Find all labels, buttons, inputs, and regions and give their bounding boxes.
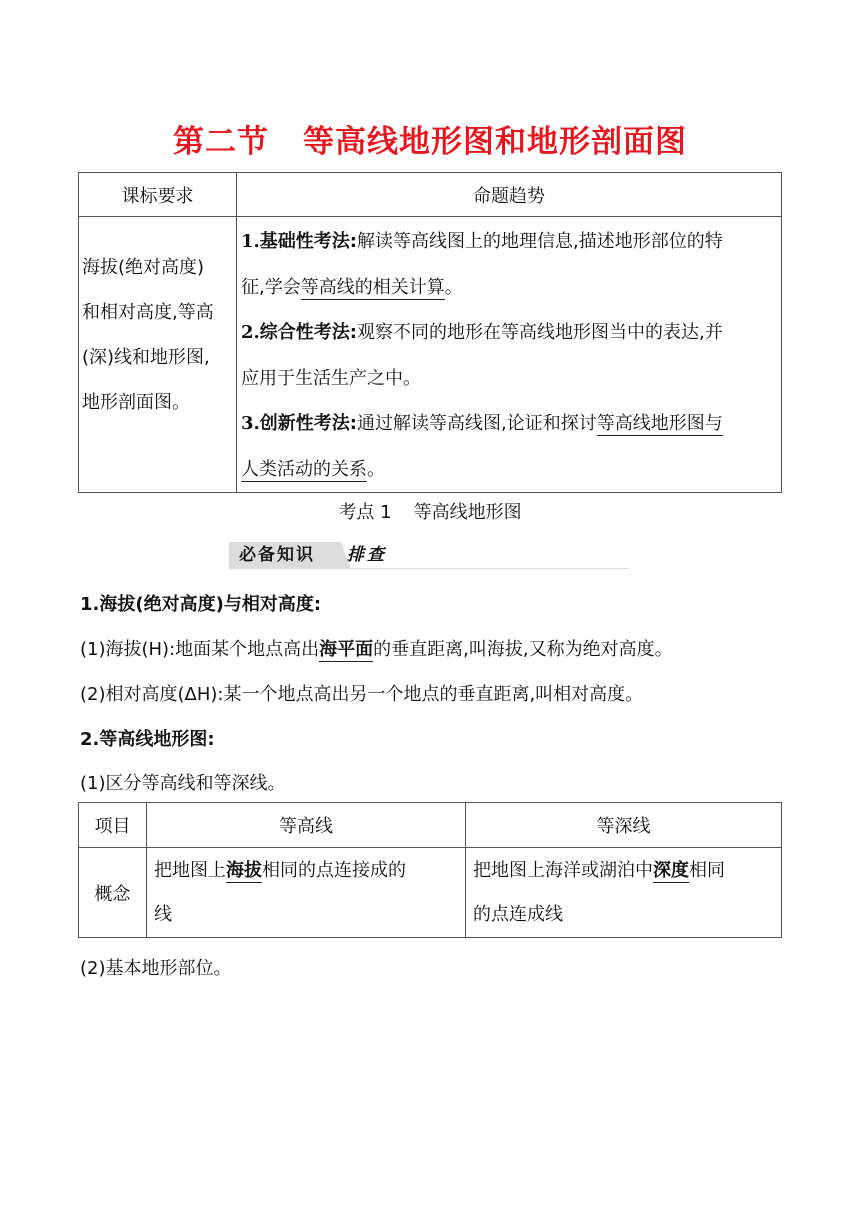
banner-divider	[341, 568, 629, 569]
item-label: 综合性考法:	[259, 322, 357, 343]
cell-text: 线	[154, 904, 172, 925]
table-row	[79, 848, 782, 938]
item-text: 。	[367, 458, 385, 480]
contour-comparison-table	[78, 802, 782, 938]
item-underlined-text: 等高线的相关计算	[300, 276, 445, 298]
key-term: 海平面	[319, 639, 374, 660]
item-label: 创新性考法:	[259, 413, 357, 434]
item-number: 3.	[241, 413, 260, 434]
cell-text: 相同的点连接成的	[262, 860, 406, 881]
table-header-isobath: 等深线	[466, 803, 782, 848]
section-1-heading: 1.海拔(绝对高度)与相对高度:	[80, 594, 322, 615]
cell-text: 把地图上海洋或湖泊中	[473, 860, 653, 881]
table-header-trend: 命题趋势	[237, 173, 782, 217]
table-row	[79, 217, 782, 493]
item-text: 观察不同的地形在等高线地形图当中的表达,并	[357, 322, 723, 343]
cell-text: 的点连成线	[473, 904, 563, 925]
isobath-definition	[466, 848, 782, 938]
trend-cell	[237, 217, 782, 493]
banner-label: 必备知识	[229, 542, 341, 569]
standard-line: (深)线和地形图,	[82, 347, 210, 368]
cell-text: 把地图上	[154, 860, 226, 881]
standard-cell	[79, 217, 237, 493]
item-text: 应用于生活生产之中。	[241, 367, 421, 389]
item-number: 1.	[241, 231, 260, 252]
contour-definition	[147, 848, 466, 938]
section-2-heading: 2.等高线地形图:	[80, 729, 215, 750]
item-underlined-text: 人类活动的关系	[241, 458, 367, 480]
paragraph-relative-height: (2)相对高度(ΔH):某一个地点高出另一个地点的垂直距离,叫相对高度。	[80, 684, 644, 705]
standard-line: 和相对高度,等高	[82, 302, 214, 323]
item-text: 通过解读等高线图,论证和探讨	[357, 413, 597, 434]
key-term: 深度	[653, 860, 689, 881]
cell-text: 相同	[689, 860, 725, 881]
exam-point-name: 等高线地形图	[413, 502, 522, 523]
key-term: 海拔	[226, 860, 262, 881]
standard-line: 地形剖面图。	[82, 392, 190, 413]
table-header-row	[79, 173, 782, 217]
row-label: 概念	[79, 848, 147, 938]
trend-item-3	[241, 401, 779, 492]
item-text: 。	[444, 276, 463, 298]
table-header-contour: 等高线	[147, 803, 466, 848]
item-text: 解读等高线图上的地理信息,描述地形部位的特	[357, 231, 723, 252]
subsection-heading: (2)基本地形部位。	[80, 958, 232, 979]
item-label: 基础性考法:	[259, 231, 357, 252]
banner-subtitle: 排查	[347, 545, 387, 565]
paragraph-text: 的垂直距离,叫海拔,又称为绝对高度。	[373, 639, 673, 660]
standard-line: 海拔(绝对高度)	[82, 257, 205, 278]
subsection-heading: (1)区分等高线和等深线。	[80, 773, 286, 794]
exam-point-label: 考点 1	[338, 502, 392, 523]
table-header-standard: 课标要求	[79, 173, 237, 217]
table-header-item: 项目	[79, 803, 147, 848]
trend-item-1	[241, 219, 779, 310]
section-banner	[229, 542, 629, 569]
title-section-name: 等高线地形图和地形剖面图	[303, 124, 687, 160]
item-underlined-text: 等高线地形图与	[596, 413, 723, 434]
item-number: 2.	[241, 322, 260, 343]
trend-item-2	[241, 310, 779, 401]
title-section-number: 第二节	[173, 124, 269, 160]
paragraph-text: (1)海拔(H):地面某个地点高出	[80, 639, 320, 660]
requirements-table	[78, 172, 782, 493]
paragraph-altitude	[80, 635, 673, 661]
page-title	[0, 116, 860, 161]
table-header-row	[79, 803, 782, 848]
item-text: 征,学会	[241, 276, 301, 298]
exam-point-heading	[0, 498, 860, 524]
